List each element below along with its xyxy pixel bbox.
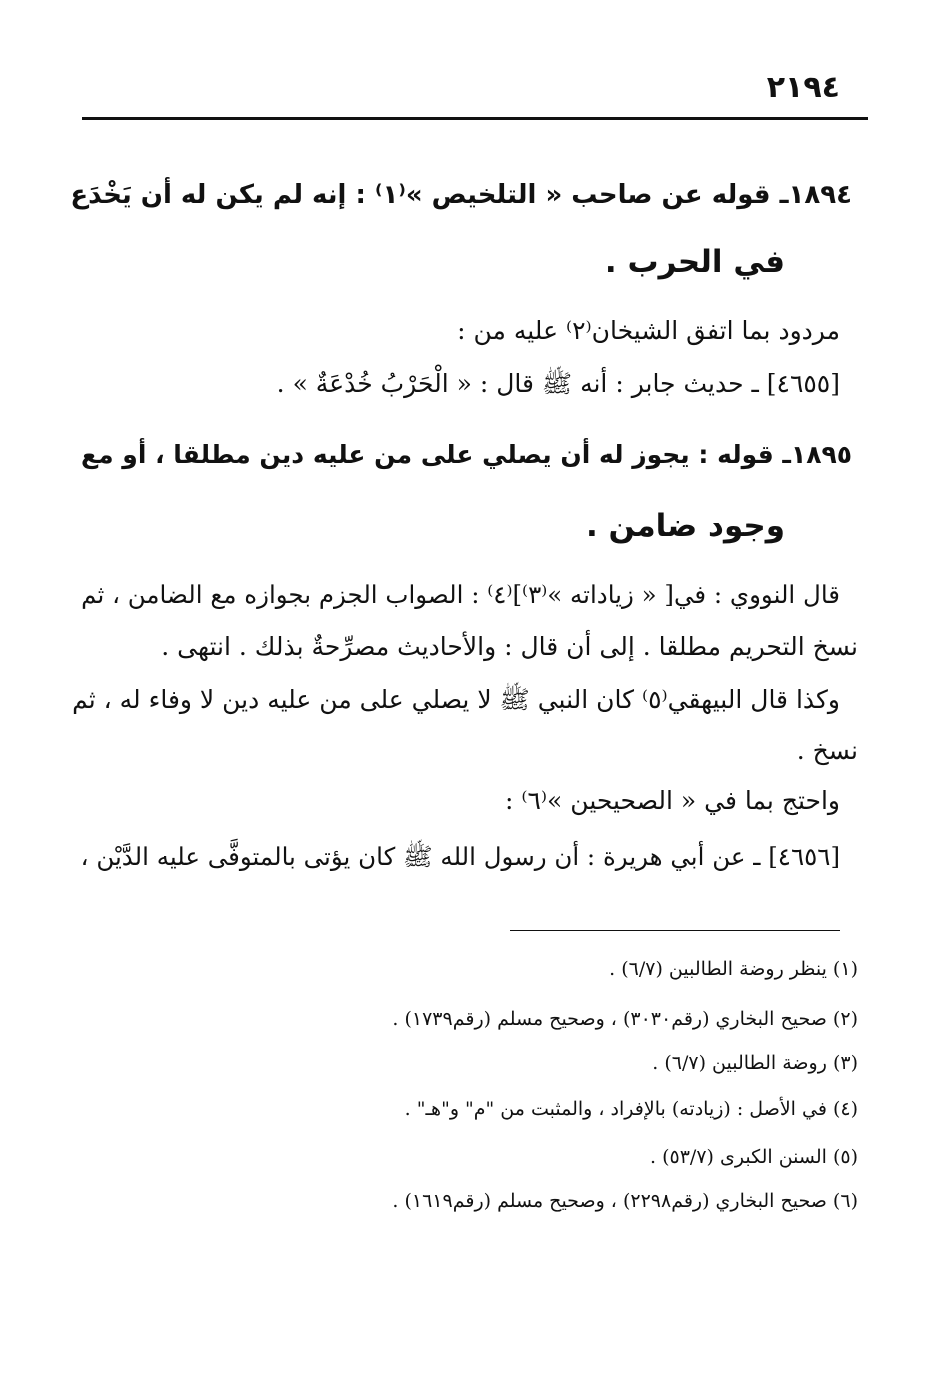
hadith-line-4655: [٤٦٥٥] ـ حديث جابر : أنه ﷺ قال : « الْحَرْبُ خُدْعَةٌ » . <box>276 369 840 398</box>
body-line: نسخ . <box>796 736 858 765</box>
entry-heading-1895-continued: وجود ضامن . <box>585 508 785 544</box>
footnote-item: (٢) صحيح البخاري (رقم٣٠٣٠) ، وصحيح مسلم (رقم١٧٣٩) . <box>392 1008 858 1030</box>
body-line: قال النووي : في[ « زياداته »⁽٣⁾]⁽٤⁾ : الصواب الجزم بجوازه مع الضامن ، ثم <box>81 580 840 609</box>
page-number: ٢١٩٤ <box>766 70 840 105</box>
body-line: نسخ التحريم مطلقا . إلى أن قال : والأحاديث مصرِّحةٌ بذلك . انتهى . <box>161 632 858 661</box>
footnote-item: (٦) صحيح البخاري (رقم٢٢٩٨) ، وصحيح مسلم (رقم١٦١٩) . <box>392 1190 858 1212</box>
footnote-item: (٤) في الأصل : (زيادته) بالإفراد ، والمثبت من "م" و"هـ" . <box>404 1098 858 1120</box>
footnote-item: (٥) السنن الكبرى (٥٣/٧) . <box>650 1146 858 1168</box>
footnote-item: (٣) روضة الطالبين (٦/٧) . <box>652 1052 858 1074</box>
header-rule <box>82 117 868 120</box>
body-line: مردود بما اتفق الشيخان⁽٢⁾ عليه من : <box>457 316 840 345</box>
entry-heading-1895: ١٨٩٥ـ قوله : يجوز له أن يصلي على من عليه دين مطلقا ، أو مع <box>81 440 852 469</box>
entry-heading-1894-continued: في الحرب . <box>604 244 785 280</box>
entry-heading-1894: ١٨٩٤ـ قوله عن صاحب « التلخيص »⁽١⁾ : إنه لم يكن له أن يَخْدَع <box>70 180 852 210</box>
body-line: واحتج بما في « الصحيحين »⁽٦⁾ : <box>504 786 840 815</box>
hadith-line-4656: [٤٦٥٦] ـ عن أبي هريرة : أن رسول الله ﷺ كان يؤتى بالمتوفَّى عليه الدَّيْن ، <box>80 842 840 871</box>
body-line: وكذا قال البيهقي⁽٥⁾ كان النبي ﷺ لا يصلي على من عليه دين لا وفاء له ، ثم <box>72 685 840 714</box>
footnote-item: (١) ينظر روضة الطالبين (٦/٧) . <box>609 958 858 980</box>
footnote-separator <box>510 930 840 931</box>
